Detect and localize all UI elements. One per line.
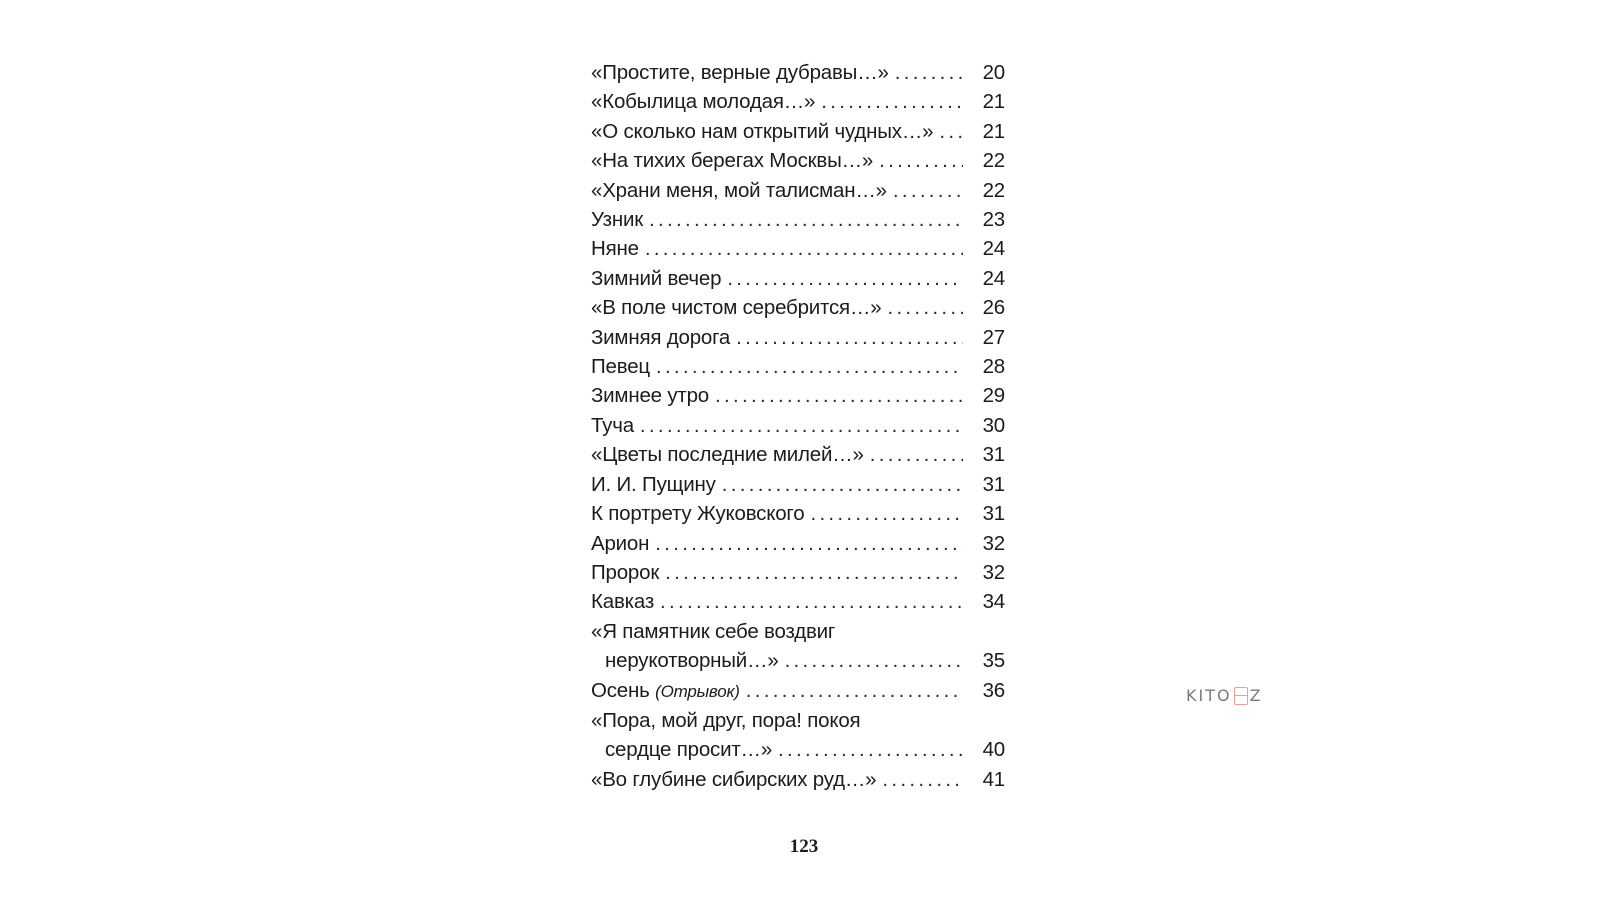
toc-entry — [591, 617, 1005, 676]
toc-entry — [591, 529, 1005, 558]
toc-entry — [591, 87, 1005, 116]
dot-leader — [721, 264, 963, 293]
toc-page-number: 31 — [982, 443, 1005, 467]
watermark-text-right: Z — [1249, 686, 1263, 705]
watermark-logo — [1186, 686, 1263, 705]
toc-entry — [591, 587, 1005, 616]
dot-leader — [889, 58, 963, 87]
toc-entry — [591, 706, 1005, 765]
dot-leader — [654, 587, 963, 616]
toc-page-number: 21 — [982, 90, 1005, 114]
toc-entry — [591, 499, 1005, 528]
toc-entry — [591, 146, 1005, 175]
dot-leader — [772, 735, 963, 764]
dot-leader — [873, 146, 963, 175]
toc-entry-title: «Кобылица молодая…» — [591, 90, 816, 114]
toc-page-number: 28 — [982, 355, 1005, 379]
toc-entry — [591, 765, 1005, 794]
dot-leader — [649, 529, 963, 558]
toc-entry-title: Кавказ — [591, 590, 655, 614]
toc-page-number: 24 — [982, 237, 1005, 261]
toc-page-number: 32 — [982, 531, 1005, 555]
toc-page-number: 23 — [982, 208, 1005, 232]
toc-entry — [591, 676, 1005, 706]
dot-leader — [730, 323, 963, 352]
toc-entry-title-continued: сердце просит…» — [605, 738, 773, 762]
toc-entry-subtitle: (Отрывок) — [655, 681, 740, 701]
page-number: 123 — [789, 836, 819, 857]
dot-leader — [650, 352, 963, 381]
dot-leader — [709, 381, 963, 410]
dot-leader — [815, 87, 963, 116]
toc-page-number: 31 — [982, 472, 1005, 496]
watermark-text-left: KITO — [1186, 686, 1232, 705]
toc-page-number: 27 — [982, 325, 1005, 349]
toc-entry — [591, 381, 1005, 410]
toc-page-number: 26 — [982, 296, 1005, 320]
toc-entry-title: И. И. Пущину — [591, 472, 716, 496]
toc-entry — [591, 293, 1005, 322]
toc-entry — [591, 352, 1005, 381]
toc-page-number: 40 — [982, 738, 1005, 762]
toc-page-number: 22 — [982, 178, 1005, 202]
toc-entry-title: «На тихих берегах Москвы…» — [591, 149, 874, 173]
toc-page-number: 32 — [982, 560, 1005, 584]
toc-entry-title: Арион — [591, 531, 650, 555]
toc-entry-title: «Храни меня, мой талисман…» — [591, 178, 887, 202]
toc-entry — [591, 440, 1005, 469]
toc-entry-title: «Во глубине сибирских руд…» — [591, 767, 877, 791]
toc-page-number: 24 — [982, 266, 1005, 290]
toc-page-number: 20 — [982, 61, 1005, 84]
toc-page-number: 22 — [982, 149, 1005, 173]
toc-entry — [591, 58, 1005, 87]
toc-entry — [591, 205, 1005, 234]
toc-entry-title: Туча — [591, 413, 634, 437]
toc-page-number: 29 — [982, 384, 1005, 408]
toc-page-number: 30 — [982, 413, 1005, 437]
toc-entry-title: Узник — [591, 208, 644, 232]
toc-page-number: 35 — [982, 649, 1005, 673]
dot-leader — [881, 293, 963, 322]
toc-entry-title: Пророк — [591, 560, 660, 584]
toc-entry — [591, 264, 1005, 293]
table-of-contents — [591, 58, 1005, 794]
book-icon — [1234, 687, 1248, 705]
toc-entry-title: «О сколько нам открытий чудных…» — [591, 119, 934, 143]
toc-entry-title: «В поле чистом серебрится…» — [591, 296, 882, 320]
dot-leader — [804, 499, 963, 528]
toc-page-number: 34 — [982, 590, 1005, 614]
dot-leader — [634, 411, 963, 440]
toc-entry — [591, 558, 1005, 587]
toc-entry-title: Няне — [591, 237, 639, 261]
dot-leader — [740, 676, 963, 705]
toc-entry-title: «Простите, верные дубравы…» — [591, 61, 889, 84]
toc-entry-title: «Я памятник себе воздвиг — [591, 619, 836, 643]
toc-page-number: 36 — [982, 678, 1005, 702]
toc-entry-title: Певец — [591, 355, 650, 379]
toc-entry — [591, 323, 1005, 352]
toc-entry-title — [591, 676, 740, 706]
toc-entry-title: Зимний вечер — [591, 266, 722, 290]
toc-page-number: 31 — [982, 502, 1005, 526]
dot-leader — [779, 646, 963, 675]
dot-leader — [659, 558, 963, 587]
toc-entry-title: «Цветы последние милей…» — [591, 443, 864, 467]
dot-leader — [933, 117, 963, 146]
dot-leader — [643, 205, 963, 234]
dot-leader — [639, 234, 963, 263]
dot-leader — [887, 176, 963, 205]
toc-page-number: 41 — [982, 767, 1005, 791]
dot-leader — [876, 765, 963, 794]
toc-entry-title: К портрету Жуковского — [591, 502, 805, 526]
toc-entry — [591, 117, 1005, 146]
toc-entry — [591, 234, 1005, 263]
toc-entry — [591, 176, 1005, 205]
toc-entry-title: Зимнее утро — [591, 384, 709, 408]
dot-leader — [716, 470, 963, 499]
toc-entry — [591, 470, 1005, 499]
toc-entry-title: «Пора, мой друг, пора! покоя — [591, 708, 861, 732]
toc-page-number: 21 — [982, 119, 1005, 143]
dot-leader — [864, 440, 963, 469]
toc-entry — [591, 411, 1005, 440]
toc-entry-title: Зимняя дорога — [591, 325, 731, 349]
toc-entry-title-continued: нерукотворный…» — [605, 649, 779, 673]
toc-entry-title-text: Осень — [591, 678, 650, 702]
